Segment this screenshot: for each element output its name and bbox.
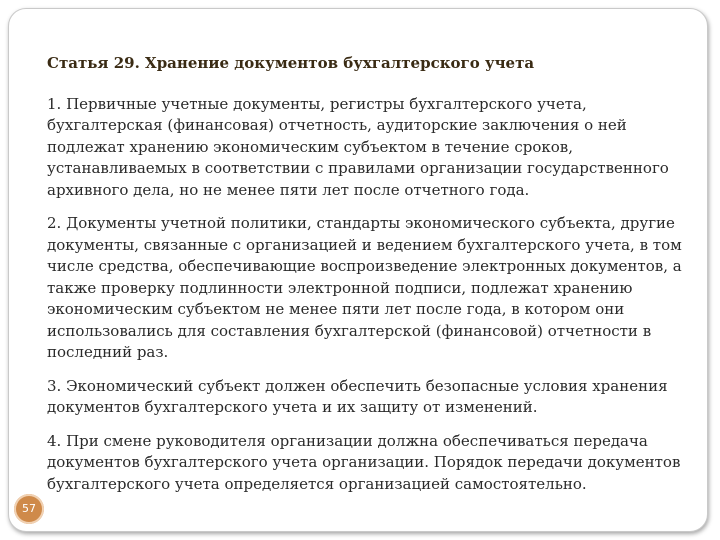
paragraph-2: 2. Документы учетной политики, стандарты экономического субъекта, другие документы, связанные с организацией и ведением бухгалтерского учета, в том числе средства, обеспечивающие воспроизведение электронных документов, а также проверку подлинности электронной подписи, подлежат хранению экономическим субъектом не менее пяти лет после года, в котором они использовались для составления бухгалтерской (финансовой) отчетности в последний раз. <box>47 214 682 361</box>
page-number-badge: 57 <box>14 494 44 524</box>
paragraph-1: 1. Первичные учетные документы, регистры бухгалтерского учета, бухгалтерская (финансовая) отчетность, аудиторские заключения о ней подлежат хранению экономическим субъектом в течение сроков, устанавливаемых в соответствии с правилами организации государственного архивного дела, но не менее пяти лет после отчетного года. <box>47 94 669 199</box>
slide-frame <box>8 8 708 532</box>
slide-content <box>47 53 687 507</box>
paragraph-4: 4. При смене руководителя организации должна обеспечиваться передача документов бухгалтерского учета организации. Порядок передачи документов бухгалтерского учета определяется организацией самостоятельно. <box>47 431 681 493</box>
article-title: Статья 29. Хранение документов бухгалтерского учета <box>47 54 535 72</box>
paragraph-3: 3. Экономический субъект должен обеспечить безопасные условия хранения документов бухгалтерского учета и их защиту от изменений. <box>47 376 668 416</box>
